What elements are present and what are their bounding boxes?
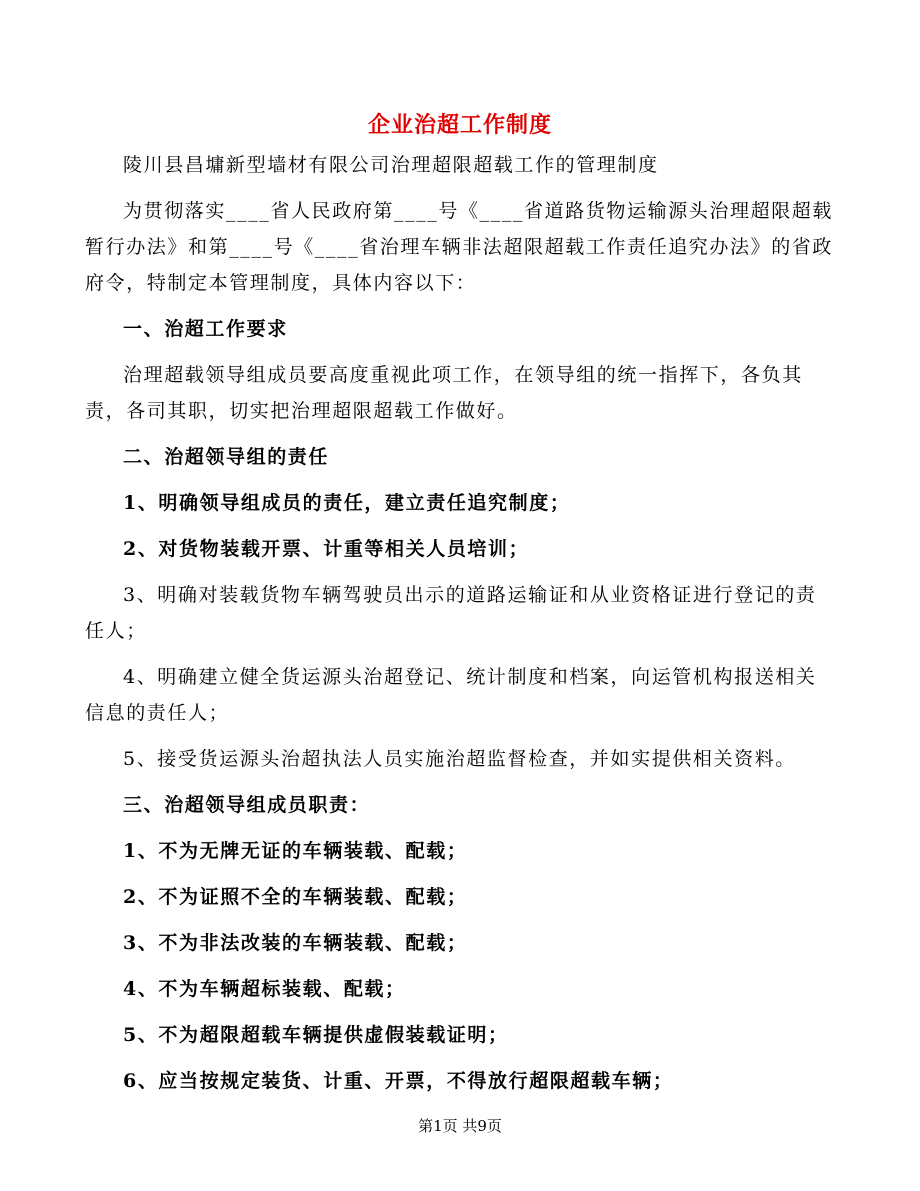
section-heading-1: 一、治超工作要求 <box>123 318 288 340</box>
document-body <box>85 147 837 1099</box>
list-item: 2、不为证照不全的车辆装载、配载； <box>123 886 468 908</box>
list-item: 6、应当按规定装货、计重、开票，不得放行超限超载车辆； <box>123 1070 674 1092</box>
list-item: 1、明确领导组成员的责任，建立责任追究制度； <box>123 492 571 514</box>
list-item: 5、接受货运源头治超执法人员实施治超监督检查，并如实提供相关资料。 <box>123 748 796 770</box>
requirements-paragraph: 治理超载领导组成员要高度重视此项工作，在领导组的统一指挥下，各负其责，各司其职，切实把治理超限超载工作做好。 <box>85 364 803 422</box>
list-item: 2、对货物装载开票、计重等相关人员培训； <box>123 538 530 560</box>
list-item: 4、不为车辆超标装载、配载； <box>123 978 406 1000</box>
section-heading-2: 二、治超领导组的责任 <box>123 446 330 468</box>
page-number: 第1页 共9页 <box>418 1117 502 1135</box>
section-heading-3: 三、治超领导组成员职责： <box>123 794 371 816</box>
list-item: 3、明确对装载货物车辆驾驶员出示的道路运输证和从业资格证进行登记的责任人； <box>85 584 817 642</box>
document-title: 企业治超工作制度 <box>367 112 552 138</box>
intro-paragraph: 为贯彻落实____省人民政府第____号《____省道路货物运输源头治理超限超载暂行办法》和第____号《____省治理车辆非法超限超载工作责任追究办法》的省政府令，特制定本管理制度，具体内容以下： <box>85 200 834 294</box>
list-item: 1、不为无牌无证的车辆装载、配载； <box>123 840 468 862</box>
list-item: 4、明确建立健全货运源头治超登记、统计制度和档案，向运管机构报送相关信息的责任人； <box>85 666 817 724</box>
subtitle-line: 陵川县昌墉新型墙材有限公司治理超限超载工作的管理制度 <box>123 154 659 176</box>
list-item: 5、不为超限超载车辆提供虚假装载证明； <box>123 1024 509 1046</box>
list-item: 3、不为非法改装的车辆装载、配载； <box>123 932 468 954</box>
